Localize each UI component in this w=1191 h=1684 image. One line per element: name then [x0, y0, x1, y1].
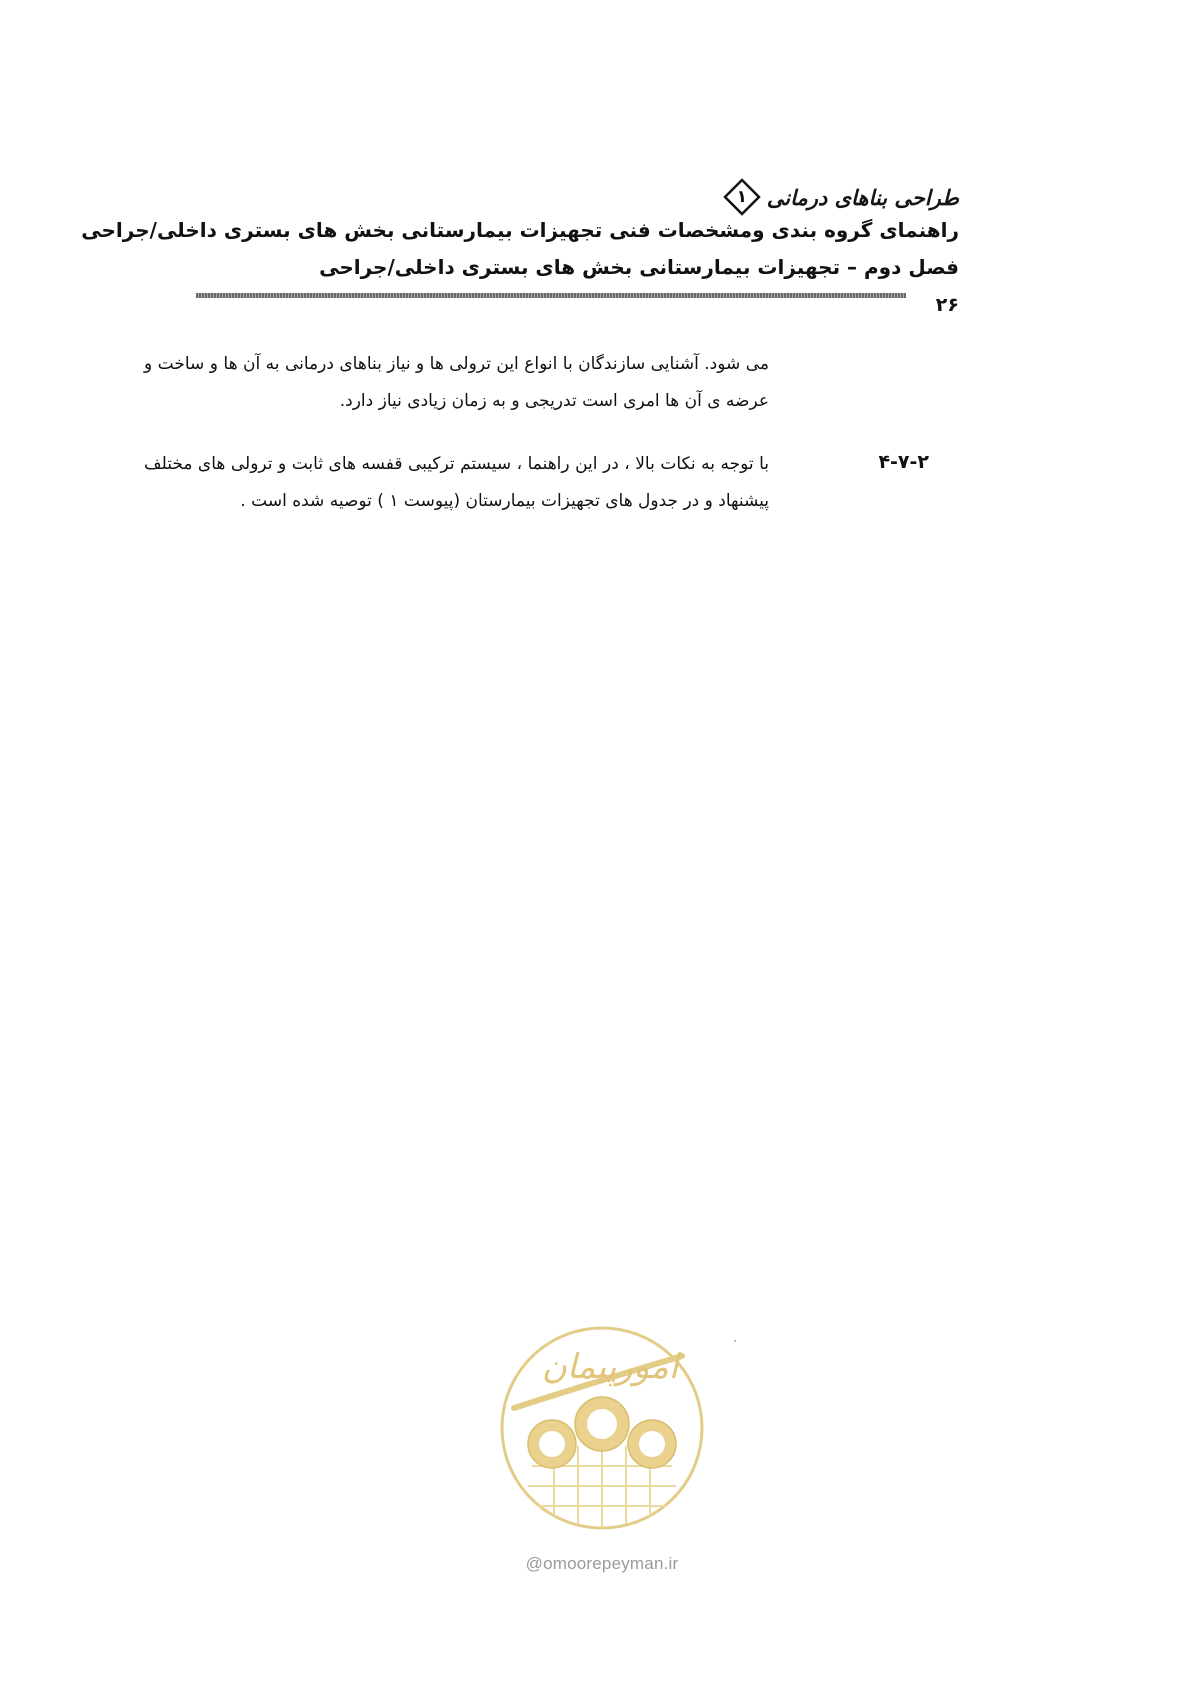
scan-speck: [734, 1340, 736, 1342]
watermark-url: @omoorepeyman.ir: [525, 1554, 679, 1573]
document-title: راهنمای گروه بندی ومشخصات فنی تجهیزات بیمارستانی بخش های بستری داخلی/جراحی: [81, 218, 959, 242]
header-divider: [196, 293, 906, 298]
continuation-paragraph: می شود. آشنایی سازندگان با انواع این ترولی ها و نیاز بناهای درمانی به آن ها و ساخت و عرضه ی آن ها امری است تدریجی و به زمان زیادی نیاز دارد.: [144, 354, 769, 411]
watermark-logo-text: امورپیمان: [541, 1347, 679, 1387]
series-header: [723, 178, 959, 216]
series-title: طراحی بناهای درمانی: [766, 184, 959, 210]
section-paragraph: با توجه به نکات بالا ، در این راهنما ، سیستم ترکیبی قفسه های ثابت و ترولی های مختلف پیشنهاد و در جدول های تجهیزات بیمارستان (پیوست ۱ ) توصیه شده است .: [144, 454, 769, 511]
watermark-logo-icon: [492, 1316, 712, 1546]
watermark: [492, 1316, 712, 1586]
series-number: ۱: [736, 187, 747, 207]
page-number: ۲۶: [935, 294, 959, 316]
series-number-badge: [723, 178, 761, 216]
section-number: ۴-۷-۲: [878, 451, 929, 473]
chapter-title: فصل دوم – تجهیزات بیمارستانی بخش های بستری داخلی/جراحی: [319, 255, 959, 279]
